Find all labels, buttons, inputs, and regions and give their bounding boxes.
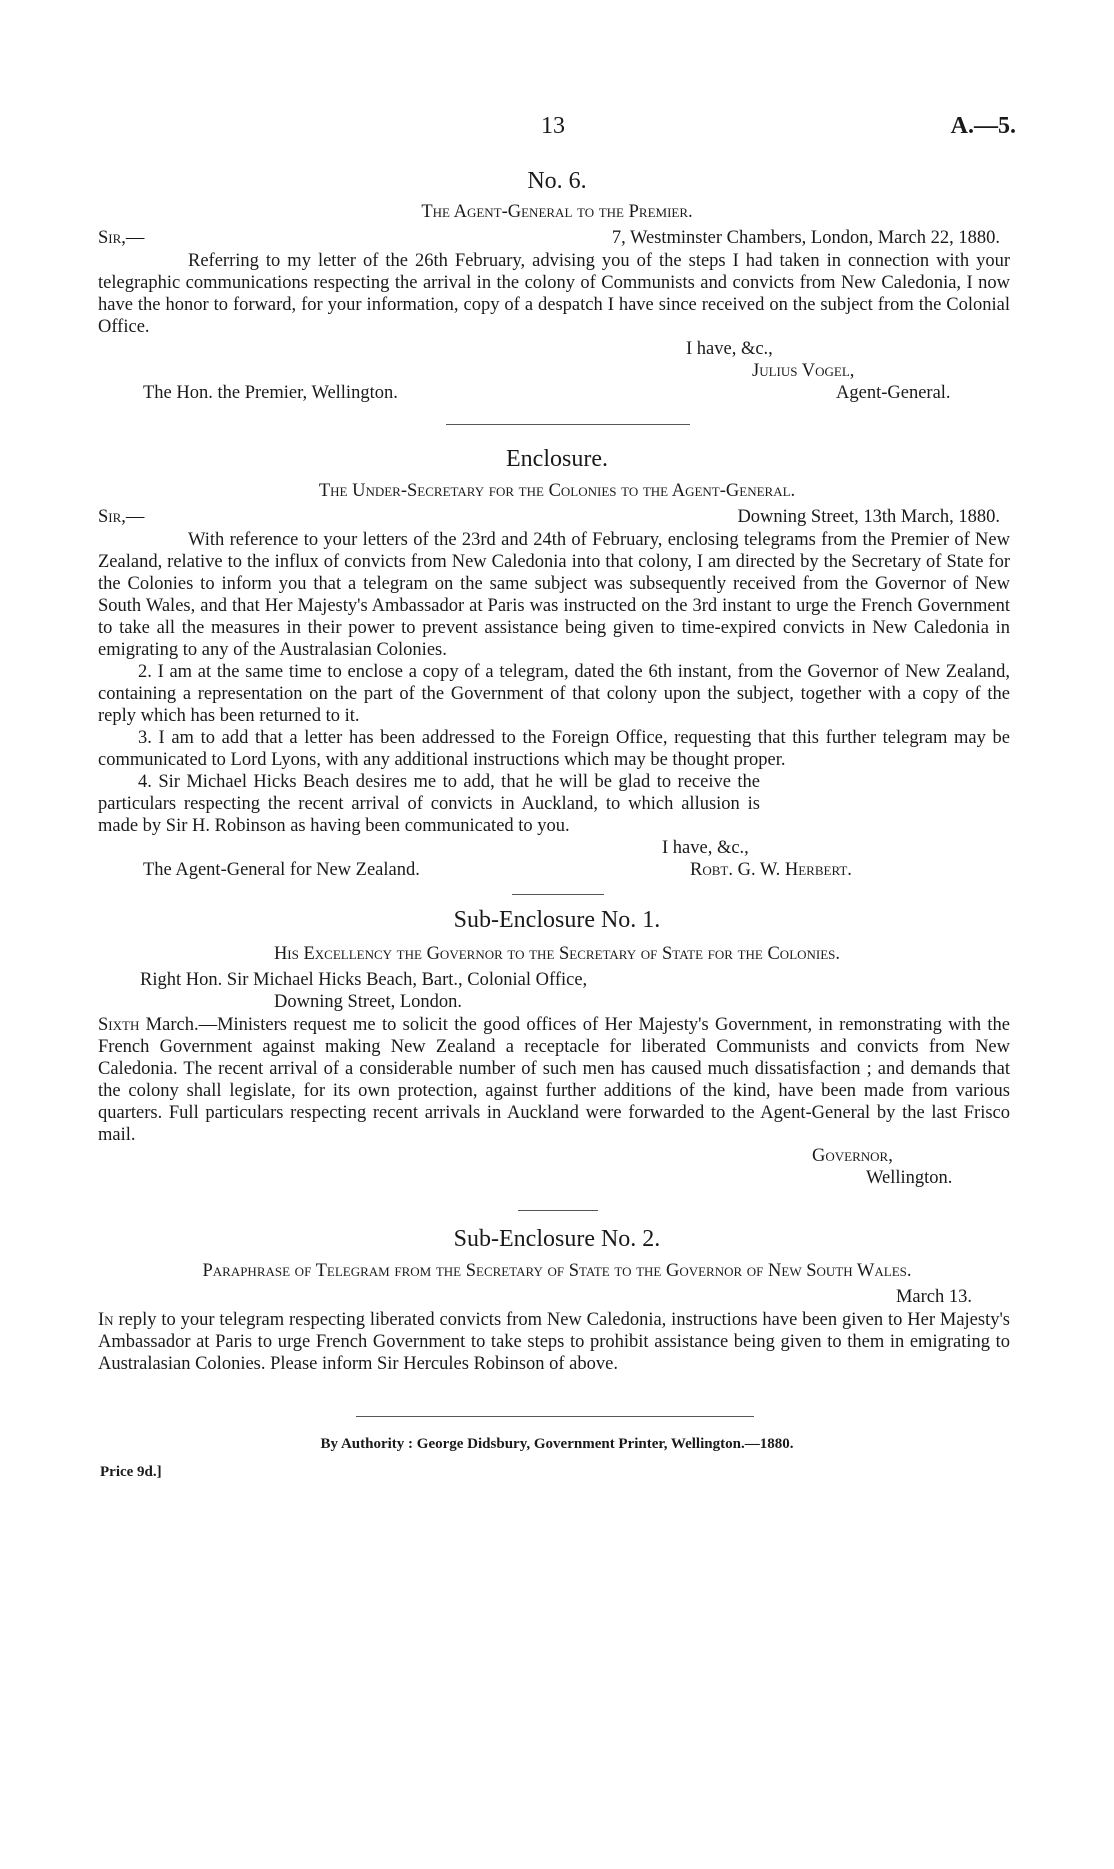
enclosure-paragraph-1: With reference to your letters of the 23rd and 24th of February, enclosing telegrams from the Premier of New Zealand, relative to the influx of convicts from New Caledonia into that colony, I am directed by the Secretary of State for the Colonies to inform you that a telegram on the same subject was subsequently received from the Governor of New South Wales, and that Her Majesty's Ambassador at Paris was instructed on the 3rd instant to urge the French Government to take all the measures in their power to prevent assistance being given to time-expired convicts in New Caledonia in emigrating to any of the Australasian Colonies. <box>98 530 1010 660</box>
sub-enclosure-2-paragraph <box>98 1309 1010 1375</box>
letter-number-title: No. 6. <box>527 168 587 194</box>
sub-enclosure-1-address-1: Right Hon. Sir Michael Hicks Beach, Bart., Colonial Office, <box>140 970 588 990</box>
enclosure-body <box>98 529 1010 837</box>
enclosure-paragraph-2: 2. I am at the same time to enclose a copy of a telegram, dated the 6th instant, from the Governor of New Zealand, containing a representation on the part of the Government of that colony upon the subject, together with a copy of the reply which has been returned to it. <box>98 662 1010 726</box>
signatory-title: Agent-General. <box>836 383 951 403</box>
lead-word: In <box>98 1310 114 1330</box>
sub-enclosure-1-paragraph <box>98 1014 1010 1146</box>
enclosure-title: Enclosure. <box>506 446 608 472</box>
sub-enclosure-1-place: Wellington. <box>866 1168 953 1188</box>
paragraph-text: reply to your telegram respecting liberated convicts from New Caledonia, instructions have been given to Her Majesty's Ambassador at Paris to urge French Government to take steps to prohibit assistance being given to them in emigrating to Australasian Colonies. Please inform Sir Hercules Robinson of above. <box>98 1310 1010 1374</box>
enclosure-salutation: Sir,— <box>98 507 145 527</box>
page-number: 13 <box>541 113 565 139</box>
sub-enclosure-2-date: March 13. <box>895 1287 972 1307</box>
body-paragraph: Referring to my letter of the 26th February, advising you of the steps I had taken in connection with your telegraphic communications respecting the arrival in the colony of Communists and convicts from New Caledonia, I now have the honor to forward, for your information, copy of a despatch I have since received on the subject from the Colonial Office. <box>98 251 1010 337</box>
paragraph-text: March.—Ministers request me to solicit the good offices of Her Majesty's Government, in remonstrating with the French Government against making New Zealand a receptacle for liberated Communists and convicts from New Caledonia. The recent arrival of a considerable number of such men has caused much dissatisfaction ; and demands that the colony shall legislate, for its own protection, against further additions of the kind, have been made from various quarters. Full particulars respecting recent arrivals in Auckland were forwarded to the Agent-General by the last Frisco mail. <box>98 1015 1010 1145</box>
enclosure-closing: I have, &c., <box>662 838 749 858</box>
footer-divider <box>356 1416 754 1417</box>
sub-enclosure-1-subtitle: His Excellency the Governor to the Secretary of State for the Colonies. <box>273 944 841 964</box>
signature: Julius Vogel, <box>752 361 855 381</box>
sub-enclosure-2-title: Sub-Enclosure No. 2. <box>453 1226 661 1252</box>
salutation: Sir,— <box>98 228 145 248</box>
enclosure-address-line: Downing Street, 13th March, 1880. <box>737 507 1000 527</box>
sub-enclosure-1-address-2: Downing Street, London. <box>274 992 463 1012</box>
price-note: Price 9d.] <box>100 1464 162 1480</box>
enclosure-subtitle: The Under-Secretary for the Colonies to the Agent-General. <box>318 481 796 501</box>
sub-enclosure-1-signature: Governor, <box>812 1146 893 1166</box>
letter-subtitle: The Agent-General to the Premier. <box>421 202 693 222</box>
document-reference: A.—5. <box>950 113 1016 139</box>
lead-word: Sixth <box>98 1015 140 1035</box>
sub-enclosure-2-body <box>98 1309 1010 1375</box>
sub-enclosure-1-title: Sub-Enclosure No. 1. <box>453 907 661 933</box>
sub-enclosure-1-body <box>98 1014 1010 1146</box>
printer-authority: By Authority : George Didsbury, Government Printer, Wellington.—1880. <box>320 1436 794 1452</box>
enclosure-paragraph-3: 3. I am to add that a letter has been addressed to the Foreign Office, requesting that this further telegram may be communicated to Lord Lyons, with any additional instructions which may be thought proper. <box>98 728 1010 770</box>
letter-body <box>98 250 1010 338</box>
section-divider <box>446 424 690 425</box>
section-divider <box>518 1210 598 1211</box>
addressee: The Hon. the Premier, Wellington. <box>143 383 398 403</box>
sub-enclosure-2-subtitle: Paraphrase of Telegram from the Secretary of State to the Governor of New South Wales. <box>202 1261 912 1281</box>
enclosure-paragraph-4: 4. Sir Michael Hicks Beach desires me to add, that he will be glad to receive the particulars respecting the recent arrival of convicts in Auckland, to which allusion is made by Sir H. Robinson as having been communicated to you. <box>98 772 760 836</box>
enclosure-signature: Robt. G. W. Herbert. <box>690 860 852 880</box>
closing: I have, &c., <box>686 339 773 359</box>
address-line: 7, Westminster Chambers, London, March 22, 1880. <box>611 228 1000 248</box>
section-divider <box>512 894 604 895</box>
enclosure-addressee: The Agent-General for New Zealand. <box>143 860 420 880</box>
